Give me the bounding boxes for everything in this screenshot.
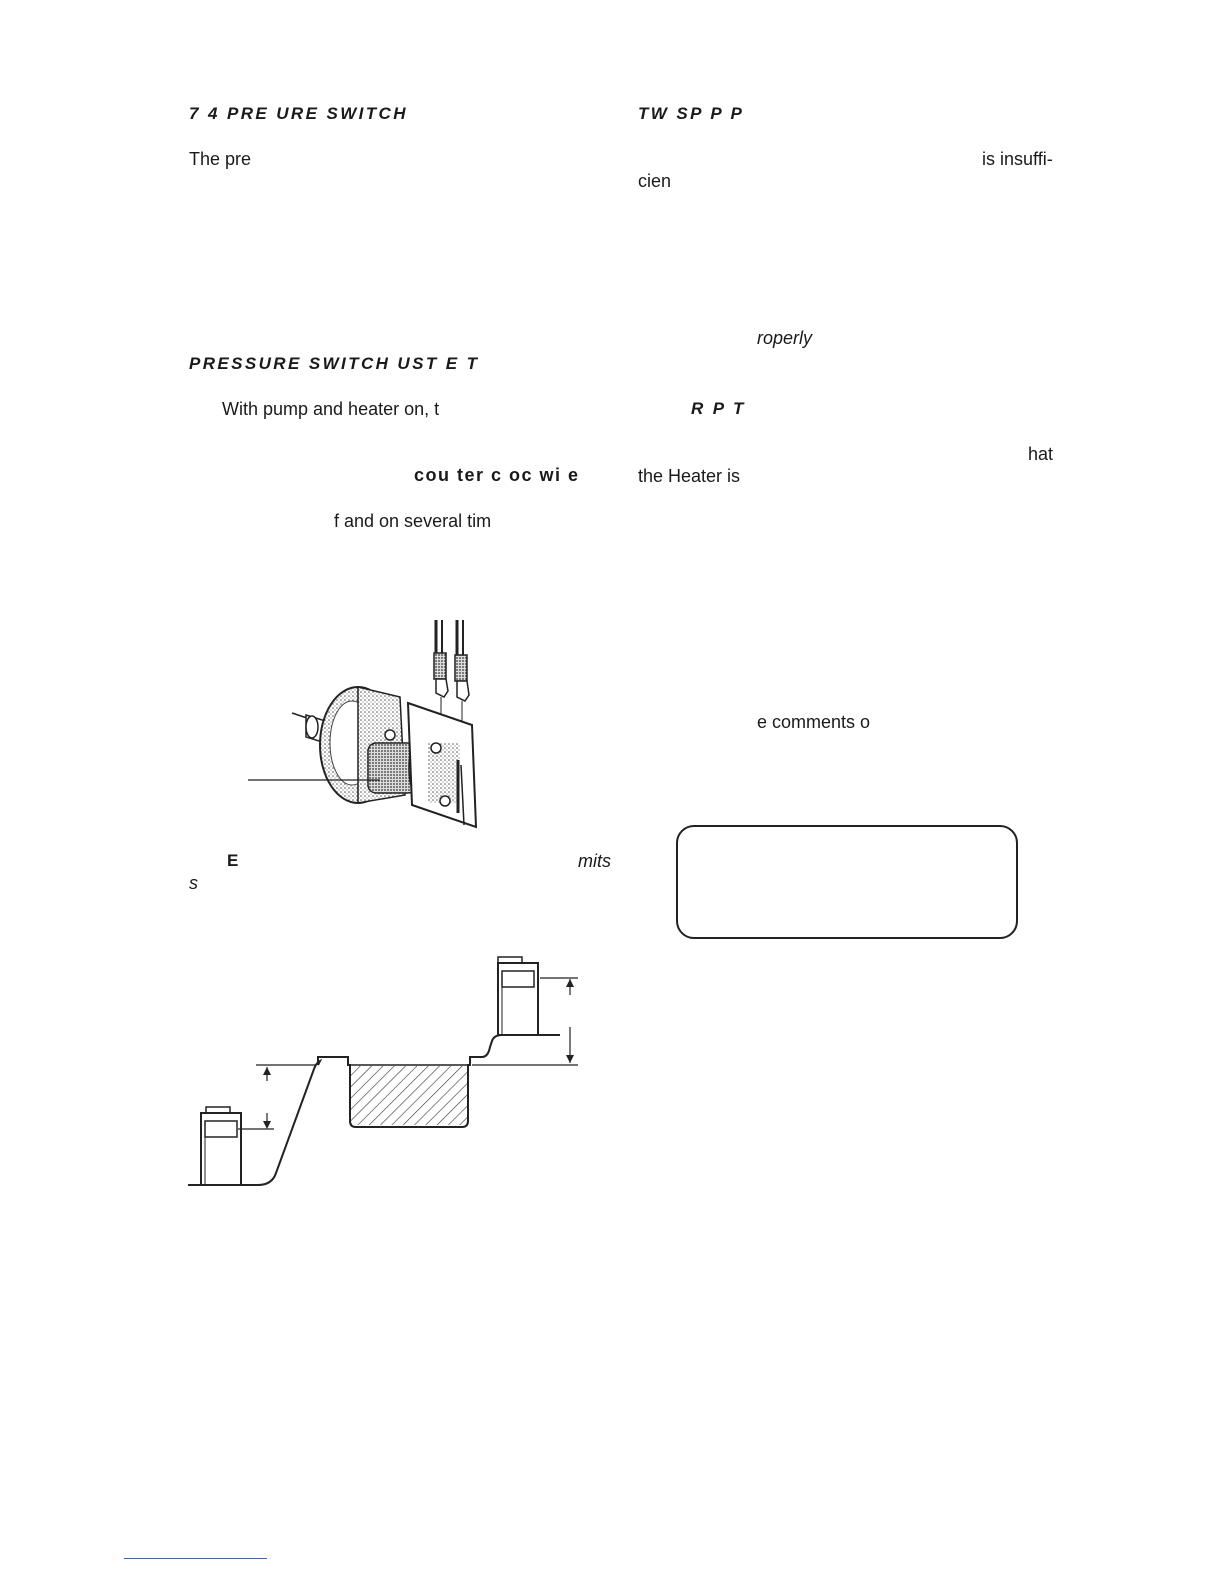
heater-text: the Heater is [638,466,741,486]
pressure-switch-drawing-icon [240,615,490,830]
pool-heater-elevation-diagram-icon [188,955,588,1190]
cycle-on-off-text: f and on several tim [334,511,492,531]
subheading-right-column: R P T [691,399,746,418]
figure-caption-bold: E [227,851,239,870]
section-heading-pressure-switch: 7 4 PRE URE SWITCH [189,104,408,123]
adjustment-step-text: With pump and heater on, t [222,399,440,419]
subheading-pressure-switch-adjustment: PRESSURE SWITCH UST E T [189,354,480,373]
insufficient-fragment: is insuffi- [982,149,1053,169]
section-heading-two-speed-pump: TW SP P P [638,104,745,123]
insufficient-continuation: cien [638,171,672,191]
intro-text-fragment: The pre [189,149,252,169]
hat-fragment: hat [1028,444,1054,464]
notice-box [676,825,1018,939]
counterclockwise-bold-text: cou ter c oc wi e [414,465,580,485]
footer-rule [124,1558,267,1559]
properly-fragment: roperly [757,328,813,348]
comments-fragment: e comments o [757,712,871,732]
figure-caption-s: s [189,873,198,893]
figure-caption-limits: mits [578,851,611,871]
